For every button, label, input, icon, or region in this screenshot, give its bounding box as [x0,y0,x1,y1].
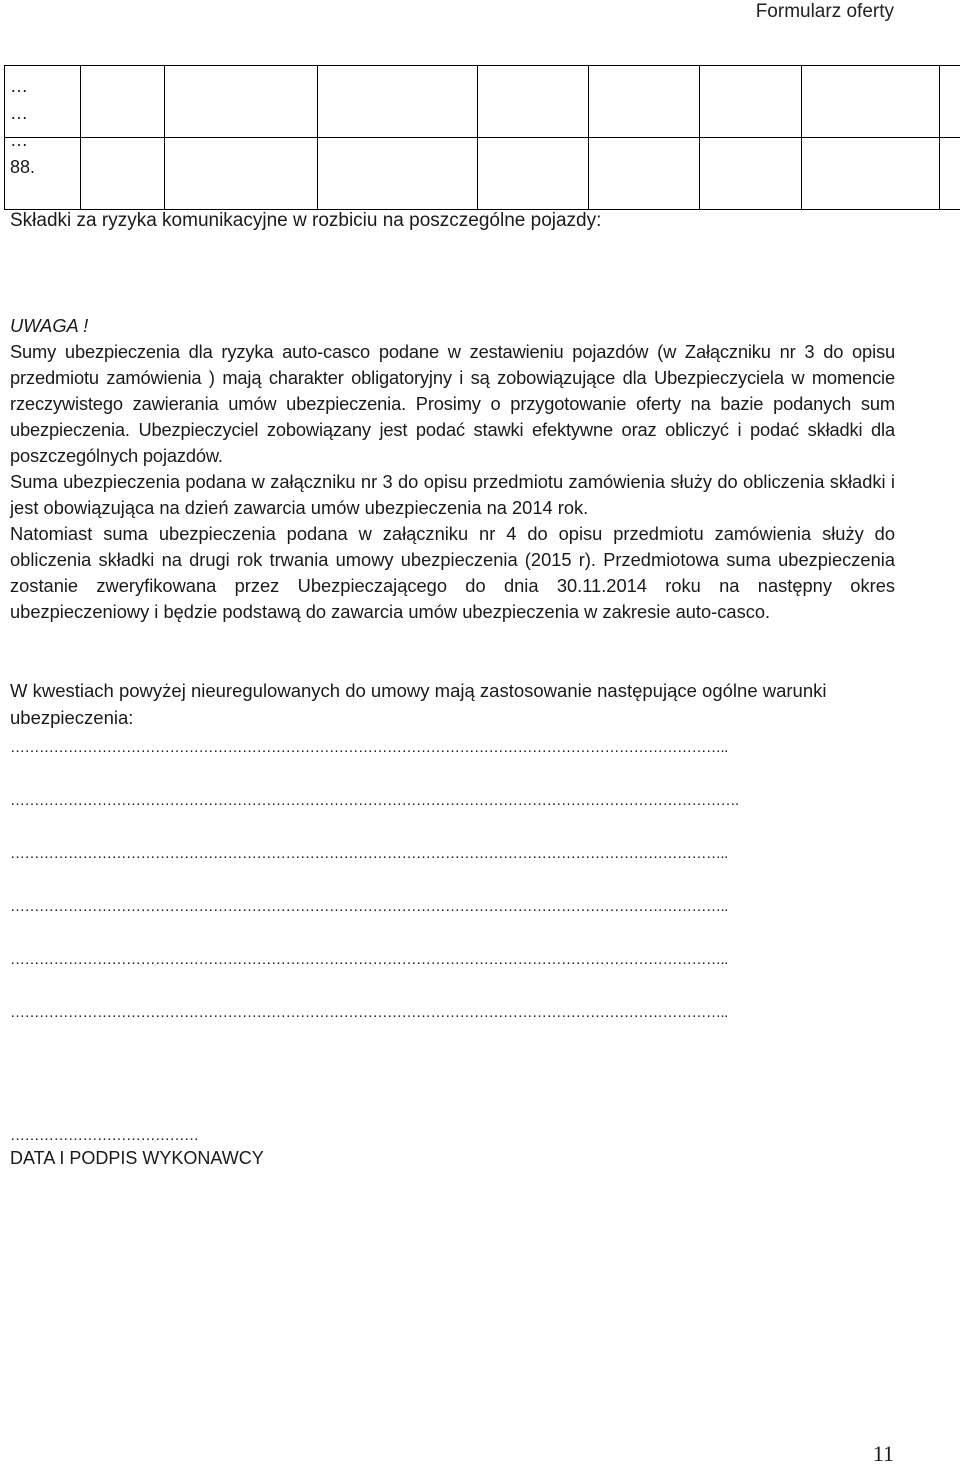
note-block [10,313,895,625]
table-cell[interactable] [940,138,960,210]
row-label: … [10,130,28,150]
table-cell[interactable] [81,138,165,210]
signature-label: DATA I PODPIS WYKONAWCY [10,1148,264,1168]
fill-in-line[interactable]: ………………………………………………………………………………………………………………………………….. [10,899,728,915]
table-cell[interactable] [700,138,802,210]
row-label: … [10,76,28,96]
table-cell[interactable] [940,66,960,138]
note-paragraph: Sumy ubezpieczenia dla ryzyka auto-casco podane w zestawieniu pojazdów (w Załączniku nr 3 do opisu przedmiotu zamówienia ) mają charakter obligatoryjny i są zobowiązujące dla Ubezpieczyciela w momencie rzeczywistego zawierania umów ubezpieczenia. Prosimy o przygotowanie oferty na bazie podanych sum ubezpieczenia. Ubezpieczyciel zobowiązany jest podać stawki efektywne oraz obliczyć i podać składki dla poszczególnych pojazdów. [10,341,895,466]
table-cell[interactable] [478,138,589,210]
table-cell[interactable] [589,138,700,210]
page-number: 11 [872,1441,894,1466]
table-cell[interactable] [700,66,802,138]
fill-in-lines [10,740,895,1058]
table-cell[interactable] [318,138,478,210]
fill-in-line[interactable]: ……………………………………………………………………………………………………………………………………. [10,793,739,809]
row-label: … [10,103,28,123]
table-cell[interactable] [802,138,940,210]
table-cell[interactable] [478,66,589,138]
note-paragraph: Suma ubezpieczenia podana w załączniku nr 3 do opisu przedmiotu zamówienia służy do obliczenia składki i jest obowiązująca na dzień zawarcia umów ubezpieczenia na 2014 rok. [10,471,895,518]
vehicle-premium-table [4,65,960,210]
table-row [5,138,960,210]
table-cell[interactable] [318,66,478,138]
table-cell[interactable] [81,66,165,138]
table-cell[interactable] [802,66,940,138]
table-cell[interactable] [589,66,700,138]
fill-in-line[interactable]: ………………………………………………………………………………………………………………………………….. [10,846,728,862]
table-cell[interactable] [165,138,318,210]
table-row [5,66,960,138]
row-label: 88. [10,157,36,177]
table-cell[interactable] [165,66,318,138]
signature-line[interactable]: ………………………………… [10,1127,199,1144]
conditions-text: W kwestiach powyżej nieuregulowanych do umowy mają zastosowanie następujące ogólne warunki ubezpieczenia: [10,680,827,728]
fill-in-line[interactable]: ………………………………………………………………………………………………………………………………….. [10,952,728,968]
row-labels [10,73,35,181]
section-label: Składki za ryzyka komunikacyjne w rozbiciu na poszczególne pojazdy: [10,210,602,231]
fill-in-line[interactable]: ………………………………………………………………………………………………………………………………….. [10,1005,728,1021]
warning-label: UWAGA ! [10,315,89,336]
page-header-title: Formularz oferty [755,1,894,22]
fill-in-line[interactable]: ………………………………………………………………………………………………………………………………….. [10,740,728,756]
note-paragraph: Natomiast suma ubezpieczenia podana w załączniku nr 4 do opisu przedmiotu zamówienia służy do obliczenia składki na drugi rok trwania umowy ubezpieczenia (2015 r). Przedmiotowa suma ubezpieczenia zostanie zweryfikowana przez Ubezpieczającego do dnia 30.11.2014 roku na następny okres ubezpieczeniowy i będzie podstawą do zawarcia umów ubezpieczenia w zakresie auto-casco. [10,523,895,622]
